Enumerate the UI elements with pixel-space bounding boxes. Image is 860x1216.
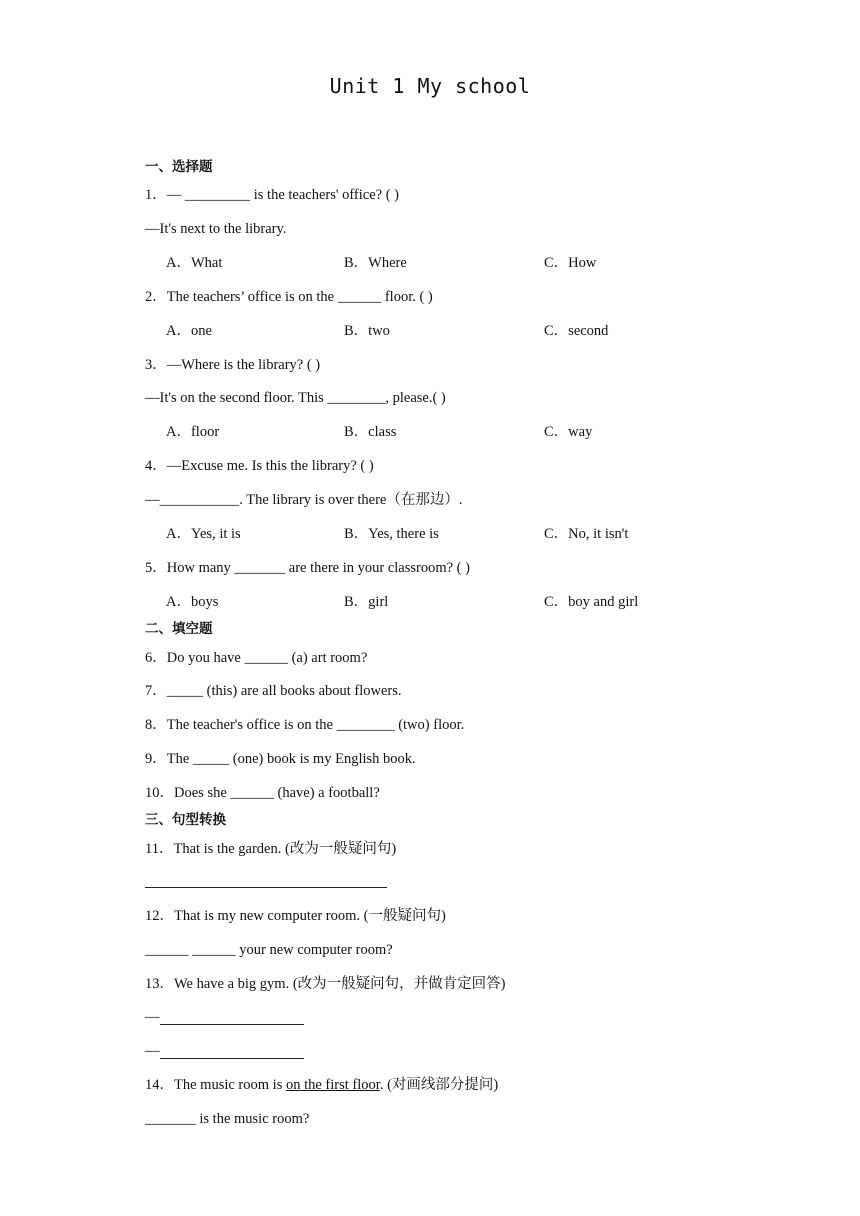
question-12: 12．That is my new computer room. (一般疑问句) — [145, 908, 446, 924]
question-9: 9．The _____ (one) book is my English book. — [145, 751, 416, 767]
question-1: 1．— _________ is the teachers' office? ( ) — [145, 187, 400, 203]
q3-option-c: C．way — [544, 424, 593, 440]
q14-underlined-phrase: on the first floor — [285, 1077, 380, 1093]
q1-option-a: A．What — [166, 255, 223, 271]
question-1-answer-line: —It's next to the library. — [145, 221, 287, 237]
q2-option-a: A．one — [166, 323, 212, 339]
page-title: Unit 1 My school — [329, 74, 531, 98]
q13-answer-dash-2: — — [145, 1043, 160, 1059]
q3-option-a: A．floor — [166, 424, 220, 440]
question-12-answer-line: ______ ______ your new computer room? — [145, 942, 393, 958]
question-8: 8．The teacher's office is on the ________ (two) floor. — [145, 717, 465, 733]
question-4: 4．—Excuse me. Is this the library? ( ) — [145, 458, 374, 474]
question-14 — [145, 1075, 498, 1095]
q5-option-c: C．boy and girl — [544, 594, 639, 610]
question-3-answer-line: —It's on the second floor. This ________, please.( ) — [145, 390, 446, 406]
q1-option-c: C．How — [544, 255, 597, 271]
q4-option-b: B．Yes, there is — [344, 526, 439, 542]
question-7: 7．_____ (this) are all books about flowers. — [145, 683, 402, 699]
question-14-answer-line: _______ is the music room? — [145, 1111, 310, 1127]
question-5: 5．How many _______ are there in your classroom? ( ) — [145, 560, 470, 576]
q14-text-after: . (对画线部分提问) — [379, 1077, 499, 1093]
q2-option-c: C．second — [544, 323, 609, 339]
q13-answer-dash-1: — — [145, 1009, 160, 1025]
q3-option-b: B．class — [344, 424, 397, 440]
q13-answer-rule-2 — [160, 1058, 304, 1059]
question-13: 13．We have a big gym. (改为一般疑问句，并做肯定回答) — [145, 976, 506, 992]
question-2: 2．The teachers’ office is on the ______ floor. ( ) — [145, 289, 433, 305]
q4-option-c: C．No, it isn't — [544, 526, 629, 542]
question-11: 11．That is the garden. (改为一般疑问句) — [145, 841, 397, 857]
q13-answer-rule-1 — [160, 1024, 304, 1025]
question-4-answer-line: —___________. The library is over there（在那边）. — [145, 492, 463, 508]
section-heading-fill-blank: 二、填空题 — [145, 621, 213, 637]
q4-option-a: A．Yes, it is — [166, 526, 241, 542]
q5-option-a: A．boys — [166, 594, 219, 610]
section-heading-choice: 一、选择题 — [145, 159, 213, 175]
q11-answer-rule — [145, 887, 387, 888]
q14-text-before: 14．The music room is — [145, 1077, 286, 1093]
q5-option-b: B．girl — [344, 594, 389, 610]
q2-option-b: B．two — [344, 323, 390, 339]
question-10: 10．Does she ______ (have) a football? — [145, 785, 380, 801]
q1-option-b: B．Where — [344, 255, 407, 271]
section-heading-transform: 三、句型转换 — [145, 812, 226, 828]
question-6: 6．Do you have ______ (a) art room? — [145, 650, 368, 666]
question-3: 3．—Where is the library? ( ) — [145, 357, 321, 373]
